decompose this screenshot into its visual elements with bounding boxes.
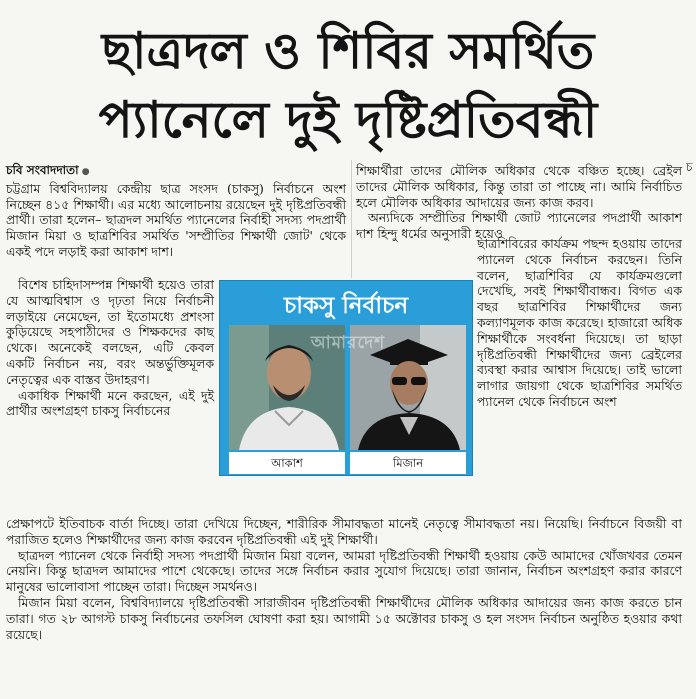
paragraph-positive-message: প্রেক্ষাপটে ইতিবাচক বার্তা দিচ্ছে। তারা দেখিয়ে দিচ্ছেন, শারীরিক সীমাবদ্ধতা মানেই নেতৃত্বে সীমাবদ্ধতা নয়। নিয়েছি। নির্বাচনে বিজয়ী বা পরাজিত হলেও শিক্ষার্থীদের জন্য কাজ করবেন দৃষ্টিপ্রতিবন্ধী এই দুই শিক্ষার্থী। [6, 516, 682, 547]
paragraph-akash-intro: অন্যদিকে সম্প্রীতির শিক্ষার্থী জোট প্যানেলের পদপ্রার্থী আকাশ দাশ হিন্দু ধর্মের অনুসারী হয়েও [356, 210, 682, 242]
headline-line-1: ছাত্রদল ও শিবির সমর্থিত [101, 22, 595, 80]
paragraph-confidence: বিশেষ চাহিদাসম্পন্ন শিক্ষার্থী হয়েও তারা যে আত্মবিশ্বাস ও দৃঢ়তা নিয়ে নির্বাচনী লড়াইয়ে নেমেছেন, তা ইতোমধ্যে প্রশংসা কুড়িয়েছে সহপাঠীদের ও শিক্ষকদের কাছ থেকে। অনেকেই বলছেন, এটি কেবল একটি নির্বাচন নয়, বরং অন্তর্ভুক্তিমূলক নেতৃত্বের এক বাস্তব উদাহরণ। [6, 277, 214, 387]
adjacent-article-edge: চ [686, 160, 693, 174]
paragraph-intro: চট্টগ্রাম বিশ্ববিদ্যালয় কেন্দ্রীয় ছাত্র সংসদ (চাকসু) নির্বাচনে অংশ নিচ্ছেন ৪১৫ শিক্ষার্থী। এর মধ্যে আলোচনায় রয়েছেন দুই দৃষ্টিপ্রতিবন্ধী প্রার্থী। তারা হলেন– ছাত্রদল সমর্থিত প্যানেলের নির্বাহী সদস্য পদপ্রার্থী মিজান মিয়া ও ছাত্রশিবির সমর্থিত 'সম্প্রীতির শিক্ষার্থী জোট' থেকে একই পদে লড়াই করা আকাশ দাশ। [6, 180, 346, 259]
article-column-right-top [356, 163, 682, 242]
article-column-left [6, 163, 346, 260]
photo-box-title: চাকসু নির্বাচন [283, 293, 409, 319]
paragraph-mizan-quote: ছাত্রদল প্যানেল থেকে নির্বাহী সদস্য পদপ্রার্থী মিজান মিয়া বলেন, আমরা দৃষ্টিপ্রতিবন্ধী শিক্ষার্থী হওয়ায় কেউ আমাদের খোঁজখবর তেমন নেয়নি। কিন্তু ছাত্রদল আমাদের পাশে থেকেছে। তাদের সঙ্গে নির্বাচন করার সুযোগ দিয়েছে। তারা জানান, নির্বাচন অংশগ্রহণ করার কারণে মানুষের ভালোবাসা পাচ্ছেন তারা। দিচ্ছেন সমর্থনও। [6, 547, 682, 595]
photo-box [219, 280, 473, 476]
article-bottom-block [6, 516, 682, 642]
paragraph-students-think: একাধিক শিক্ষার্থী মনে করছেন, এই দুই প্রার্থীর অংশগ্রহণ চাকসু নির্বাচনের [6, 387, 214, 419]
article-wrap-right [477, 236, 682, 410]
caption-akash: আকাশ [229, 452, 345, 474]
article-wrap-left [6, 277, 214, 419]
byline: চবি সংবাদদাতা ● [6, 163, 346, 181]
paragraph-shibir: ছাত্রশিবিরের কার্যক্রম পছন্দ হওয়ায় তাদের প্যানেল থেকে নির্বাচন করছেন। তিনি বলেন, ছাত্রশিবির যে কার্যক্রমগুলো দেখেছি, সবই শিক্ষার্থীবান্ধব। বিগত এক বছর ছাত্রশিবির শিক্ষার্থীদের জন্য কল্যাণমূলক কাজ করেছে। হাজারো অধিক শিক্ষার্থীকে সংবর্ধনা দিয়েছে। তা ছাড়া দৃষ্টিপ্রতিবন্ধী শিক্ষার্থীদের জন্য ব্রেইলের ব্যবস্থা করার আশ্বাস দিয়েছে। তাই ভালো লাগার জায়গা থেকে ছাত্রশিবির সমর্থিত প্যানেল থেকে নির্বাচনে অংশ [477, 236, 682, 409]
headline-line-2: প্যানেলে দুই দৃষ্টিপ্রতিবন্ধী [98, 91, 598, 149]
paragraph-braille: শিক্ষার্থীরা তাদের মৌলিক অধিকার থেকে বঞ্চিত হচ্ছে। ব্রেইল তাদের মৌলিক অধিকার, কিন্তু তারা তা পাচ্ছে না। আমি নির্বাচিত হলে মৌলিক অধিকার আদায়ের জন্য কাজ করব। [356, 163, 682, 210]
column-divider [351, 160, 352, 278]
caption-mizan: মিজান [350, 452, 466, 474]
paragraph-mizan-continue: মিজান মিয়া বলেন, বিশ্ববিদ্যালয়ে দৃষ্টিপ্রতিবন্ধী সারাজীবন দৃষ্টিপ্রতিবন্ধী শিক্ষার্থীদের মৌলিক অধিকার আদায়ের জন্য কাজ করতে চান তারা। গত ২৮ আগস্ট চাকসু নির্বাচনের তফসিল ঘোষণা করা হয়। আগামী ১৫ অক্টোবর চাকসু ও হল সংসদ নির্বাচন অনুষ্ঠিত হওয়ার কথা রয়েছে। [6, 594, 682, 642]
watermark-logo: আমারদেশ [310, 333, 386, 353]
